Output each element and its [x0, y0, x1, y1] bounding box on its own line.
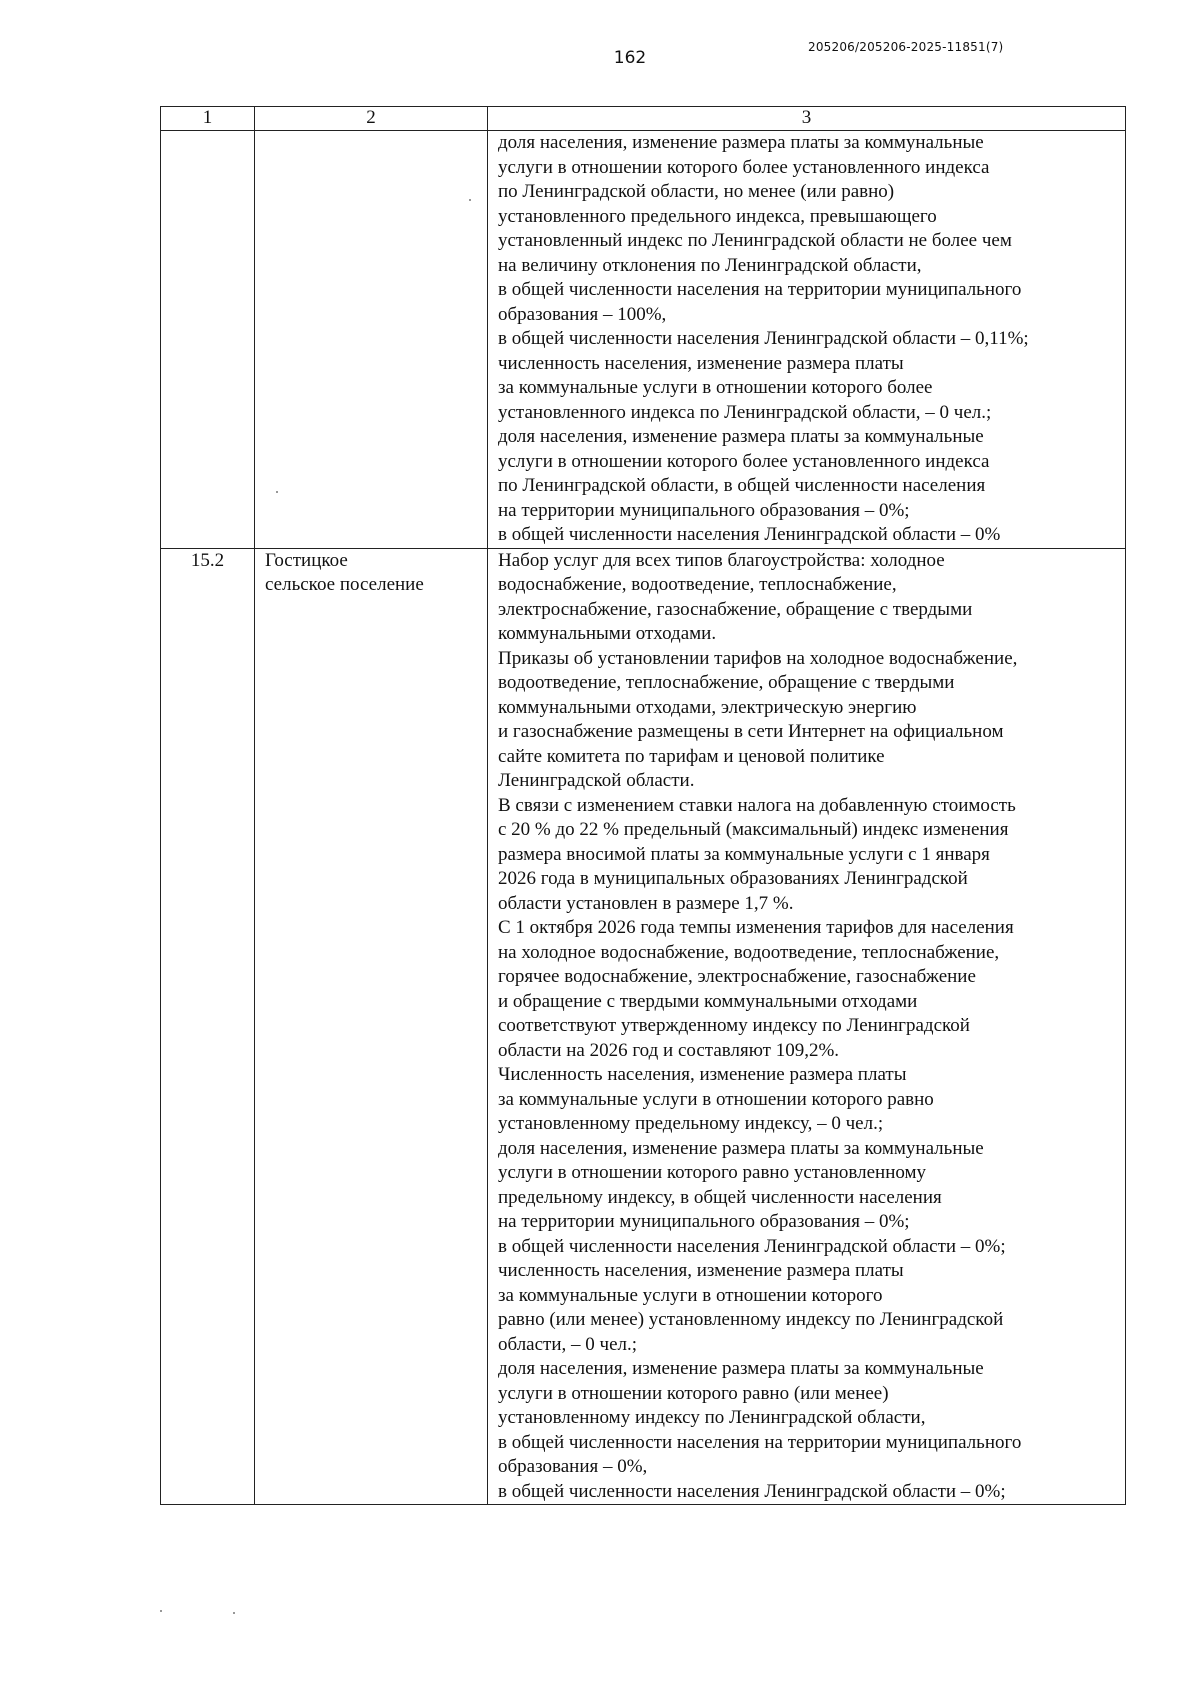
description-line: В связи с изменением ставки налога на добавленную стоимость	[498, 794, 1016, 816]
description-line: Приказы об установлении тарифов на холодное водоснабжение,	[498, 647, 1018, 669]
description-line: в общей численности населения на территории муниципального	[498, 279, 1022, 300]
description-line: услуги в отношении которого более установленного индекса	[498, 156, 990, 178]
description-line: коммунальными отходами.	[498, 623, 717, 644]
page-number: 162	[613, 48, 647, 68]
row-number-cell: 15.2	[161, 548, 255, 1505]
description-line: С 1 октября 2026 года темпы изменения тарифов для населения	[498, 917, 1014, 938]
description-line: доля населения, изменение размера платы за коммунальные	[498, 1137, 984, 1159]
description-line: электроснабжение, газоснабжение, обращение с твердыми	[498, 598, 973, 620]
column-header-3: 3	[488, 107, 1126, 131]
description-line: за коммунальные услуги в отношении которого равно	[498, 1088, 934, 1110]
table-header-row	[161, 107, 1126, 131]
description-line: установленному предельному индексу, – 0 чел.;	[498, 1113, 884, 1134]
description-line: области, – 0 чел.;	[498, 1333, 638, 1355]
scan-speck	[160, 1610, 162, 1612]
description-line: по Ленинградской области, но менее (или равно)	[498, 181, 895, 202]
description-line: в общей численности населения Ленинградской области – 0,11%;	[498, 328, 1029, 349]
description-line: установленный индекс по Ленинградской области не более чем	[498, 230, 1012, 251]
description-line: в общей численности населения на территории муниципального	[498, 1431, 1022, 1453]
description-line: размера вносимой платы за коммунальные услуги с 1 января	[498, 843, 990, 865]
description-line: предельному индексу, в общей численности населения	[498, 1186, 942, 1208]
description-line: сайте комитета по тарифам и ценовой политике	[498, 745, 885, 767]
description-line: на территории муниципального образования – 0%;	[498, 499, 910, 521]
description-cell	[488, 131, 1126, 549]
settlement-name-cell	[255, 548, 488, 1505]
description-line: численность населения, изменение размера платы	[498, 1260, 904, 1281]
description-line: доля населения, изменение размера платы за коммунальные	[498, 426, 984, 447]
table-row	[161, 548, 1126, 1505]
description-line: на холодное водоснабжение, водоотведение, теплоснабжение,	[498, 941, 1000, 963]
description-line: образования – 0%,	[498, 1456, 648, 1477]
settlement-name-line: сельское поселение	[265, 574, 424, 595]
description-line: водоотведение, теплоснабжение, обращение с твердыми	[498, 672, 955, 693]
description-line: услуги в отношении которого равно установленному	[498, 1162, 927, 1183]
description-line: доля населения, изменение размера платы за коммунальные	[498, 132, 984, 153]
settlement-name-line: Гостицкое	[265, 549, 348, 571]
column-header-1: 1	[161, 107, 255, 131]
description-line: услуги в отношении которого равно (или менее)	[498, 1382, 889, 1404]
description-line: соответствуют утвержденному индексу по Ленинградской	[498, 1015, 970, 1036]
data-table	[160, 106, 1126, 1505]
description-line: доля населения, изменение размера платы за коммунальные	[498, 1358, 984, 1379]
description-line: установленного предельного индекса, превышающего	[498, 205, 937, 227]
table-row	[161, 131, 1126, 549]
scan-speck	[233, 1612, 235, 1614]
description-line: в общей численности населения Ленинградской области – 0%;	[498, 1480, 1006, 1502]
description-line: и обращение с твердыми коммунальными отходами	[498, 990, 918, 1012]
description-line: численность населения, изменение размера платы	[498, 352, 904, 374]
description-line: равно (или менее) установленному индексу по Ленинградской	[498, 1309, 1004, 1330]
description-line: в общей численности населения Ленинградской области – 0%	[498, 524, 1001, 545]
description-line: водоснабжение, водоотведение, теплоснабжение,	[498, 574, 897, 595]
description-line: установленному индексу по Ленинградской области,	[498, 1407, 926, 1428]
description-line: горячее водоснабжение, электроснабжение, газоснабжение	[498, 966, 976, 987]
settlement-name-cell	[255, 131, 488, 549]
description-line: за коммунальные услуги в отношении которого	[498, 1284, 883, 1306]
description-line: Численность населения, изменение размера платы	[498, 1064, 907, 1085]
description-line: за коммунальные услуги в отношении которого более	[498, 377, 933, 398]
description-cell	[488, 548, 1126, 1505]
description-line: в общей численности населения Ленинградской области – 0%;	[498, 1235, 1006, 1257]
description-line: на территории муниципального образования – 0%;	[498, 1211, 910, 1232]
description-line: и газоснабжение размещены в сети Интернет на официальном	[498, 721, 1004, 742]
description-line: Ленинградской области.	[498, 770, 695, 791]
description-line: образования – 100%,	[498, 303, 667, 325]
column-header-2: 2	[255, 107, 488, 131]
description-line: коммунальными отходами, электрическую энергию	[498, 696, 917, 718]
description-line: с 20 % до 22 % предельный (максимальный) индекс изменения	[498, 819, 1009, 840]
description-line: на величину отклонения по Ленинградской области,	[498, 254, 922, 276]
description-line: услуги в отношении которого более установленного индекса	[498, 450, 990, 472]
description-line: по Ленинградской области, в общей численности населения	[498, 475, 986, 496]
description-line: 2026 года в муниципальных образованиях Ленинградской	[498, 868, 968, 889]
scan-speck	[469, 199, 471, 201]
description-line: Набор услуг для всех типов благоустройства: холодное	[498, 549, 945, 571]
description-line: области на 2026 год и составляют 109,2%.	[498, 1039, 840, 1061]
description-line: области установлен в размере 1,7 %.	[498, 892, 794, 914]
scan-speck	[276, 491, 278, 493]
table-body	[161, 131, 1126, 1505]
row-number-cell	[161, 131, 255, 549]
description-line: установленного индекса по Ленинградской области, – 0 чел.;	[498, 401, 992, 423]
document-id: 205206/205206-2025-11851(7)	[808, 40, 1004, 54]
